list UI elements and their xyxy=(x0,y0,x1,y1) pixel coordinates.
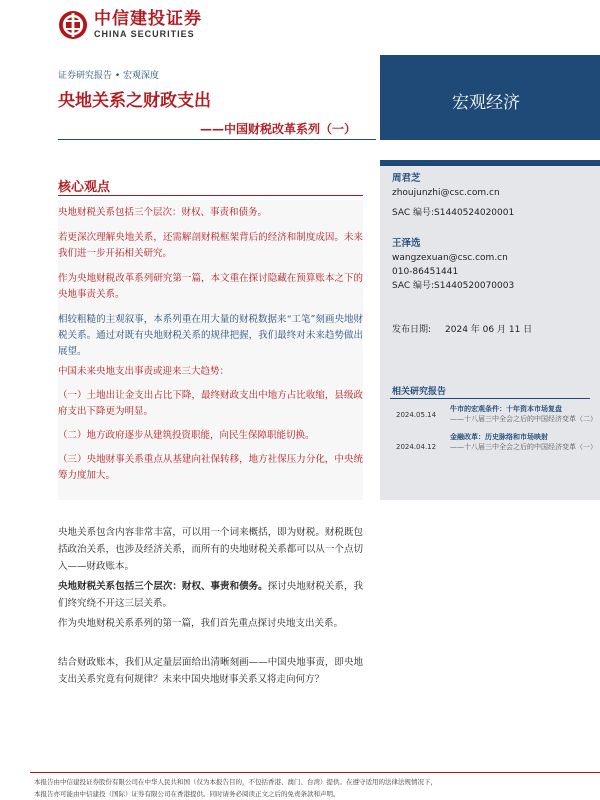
brand-name-cn: 中信建投证券 xyxy=(94,9,202,29)
core-paragraph: 央地财税关系包括三个层次：财权、事责和债务。 xyxy=(58,207,268,218)
sector-banner-label: 宏观经济 xyxy=(452,93,520,113)
analyst-card xyxy=(392,172,514,220)
analyst-email[interactable]: zhoujunzhi@csc.com.cn xyxy=(392,188,500,198)
analyst-email[interactable]: wangzexuan@csc.com.cn xyxy=(392,253,508,263)
publish-date-label: 发布日期: xyxy=(392,325,432,335)
core-paragraph: 中国未来央地支出事责或迎来三大趋势： xyxy=(58,366,230,377)
related-report-date: 2024.04.12 xyxy=(396,443,437,451)
analyst-name: 周君芝 xyxy=(392,173,421,184)
body-paragraph: 央地关系包含内容非常丰富，可以用一个词来概括，即为财税。财税既包括政治关系，也涉及经济关系，而所有的央地财税关系都可以从一个点切入——财政账本。 xyxy=(58,527,363,572)
related-report-subtitle: ——十八届三中全会之后的中国经济变革（一） xyxy=(450,443,597,451)
disclaimer-line: 本报告由中信建投证券股份有限公司在中华人民共和国（仅为本报告目的，不包括香港、澳门、台湾）提供。在遵守适用的法律法规情况下， xyxy=(34,778,437,786)
related-report-item[interactable] xyxy=(390,432,595,468)
analyst-phone: 010-86451441 xyxy=(392,267,459,277)
sidebar-top-bar xyxy=(380,160,600,166)
report-subtitle: ——中国财税改革系列（一） xyxy=(199,122,356,136)
report-category: 证券研究报告 • 宏观深度 xyxy=(58,71,160,81)
publish-date xyxy=(392,322,532,335)
body-text: 探讨央地财税关系，我们终究绕不开这三层关系。 xyxy=(58,581,363,609)
core-views-divider xyxy=(58,195,363,196)
body-paragraph: 结合财政账本，我们从定量层面给出清晰刻画——中国央地事责，即央地支出关系究竟有何规律？未来中国央地财事关系又将走向何方？ xyxy=(58,657,363,685)
china-securities-logo-icon xyxy=(58,10,88,40)
related-report-title[interactable]: 牛市的宏观条件：十年资本市场复盘 xyxy=(450,405,562,413)
disclaimer-footer xyxy=(34,776,600,800)
core-paragraph: （一）土地出让金支出占比下降，最终财政支出中地方占比收缩，县级政府支出下降更为明显。 xyxy=(58,390,363,417)
core-paragraph: 作为央地财税改革系列研究第一篇，本文重在探讨隐藏在预算账本之下的央地事责关系。 xyxy=(58,273,363,300)
publish-date-value: 2024 年 06 月 11 日 xyxy=(445,325,533,335)
analyst-name: 王泽选 xyxy=(392,238,421,249)
related-report-date: 2024.05.14 xyxy=(396,411,437,419)
brand-name-en: CHINA SECURITIES xyxy=(94,29,195,39)
title-divider xyxy=(58,139,376,140)
related-report-subtitle: ——十八届三中全会之后的中国经济变革（二） xyxy=(450,415,597,423)
body-paragraph xyxy=(58,578,363,612)
footer-divider xyxy=(30,772,600,773)
body-bold-lead: 央地财税关系包括三个层次：财权、事责和债务。 xyxy=(58,581,268,592)
analyst-card xyxy=(392,237,514,293)
core-views-title: 核心观点 xyxy=(58,180,111,195)
analyst-sac: SAC 编号:S1440520070003 xyxy=(392,281,515,291)
core-paragraph: 相较粗糙的主观叙事，本系列重在用大量的财税数据来“工笔”刻画央地财税关系。通过对既有央地财税关系的规律把握，我们最终对未来趋势做出展望。 xyxy=(58,314,363,357)
related-reports-title: 相关研究报告 xyxy=(392,387,447,397)
report-title: 央地关系之财政支出 xyxy=(58,91,211,111)
core-paragraph: （二）地方政府逐步从建筑投资职能，向民生保障职能切换。 xyxy=(58,430,315,441)
body-paragraph: 作为央地财税关系系列的第一篇，我们首先重点探讨央地支出关系。 xyxy=(58,618,344,629)
related-report-title[interactable]: 金融改革：历史脉络和市场映射 xyxy=(450,433,548,441)
disclaimer-line: 本报告亦可能由中信建投（国际）证券有限公司在香港提供。同时请务必阅读正文之后的免责条款和声明。 xyxy=(34,790,340,798)
analyst-sac: SAC 编号:S1440524020001 xyxy=(392,208,515,218)
core-paragraph: （三）央地财事关系重点从基建向社保转移，地方社保压力分化，中央统筹力度加大。 xyxy=(58,454,363,481)
related-reports-divider xyxy=(390,398,590,399)
company-logo xyxy=(58,10,202,40)
core-paragraph: 若更深次理解央地关系，还需解剖财税框架背后的经济和制度成因。未来我们进一步开拓相关研究。 xyxy=(58,232,363,259)
